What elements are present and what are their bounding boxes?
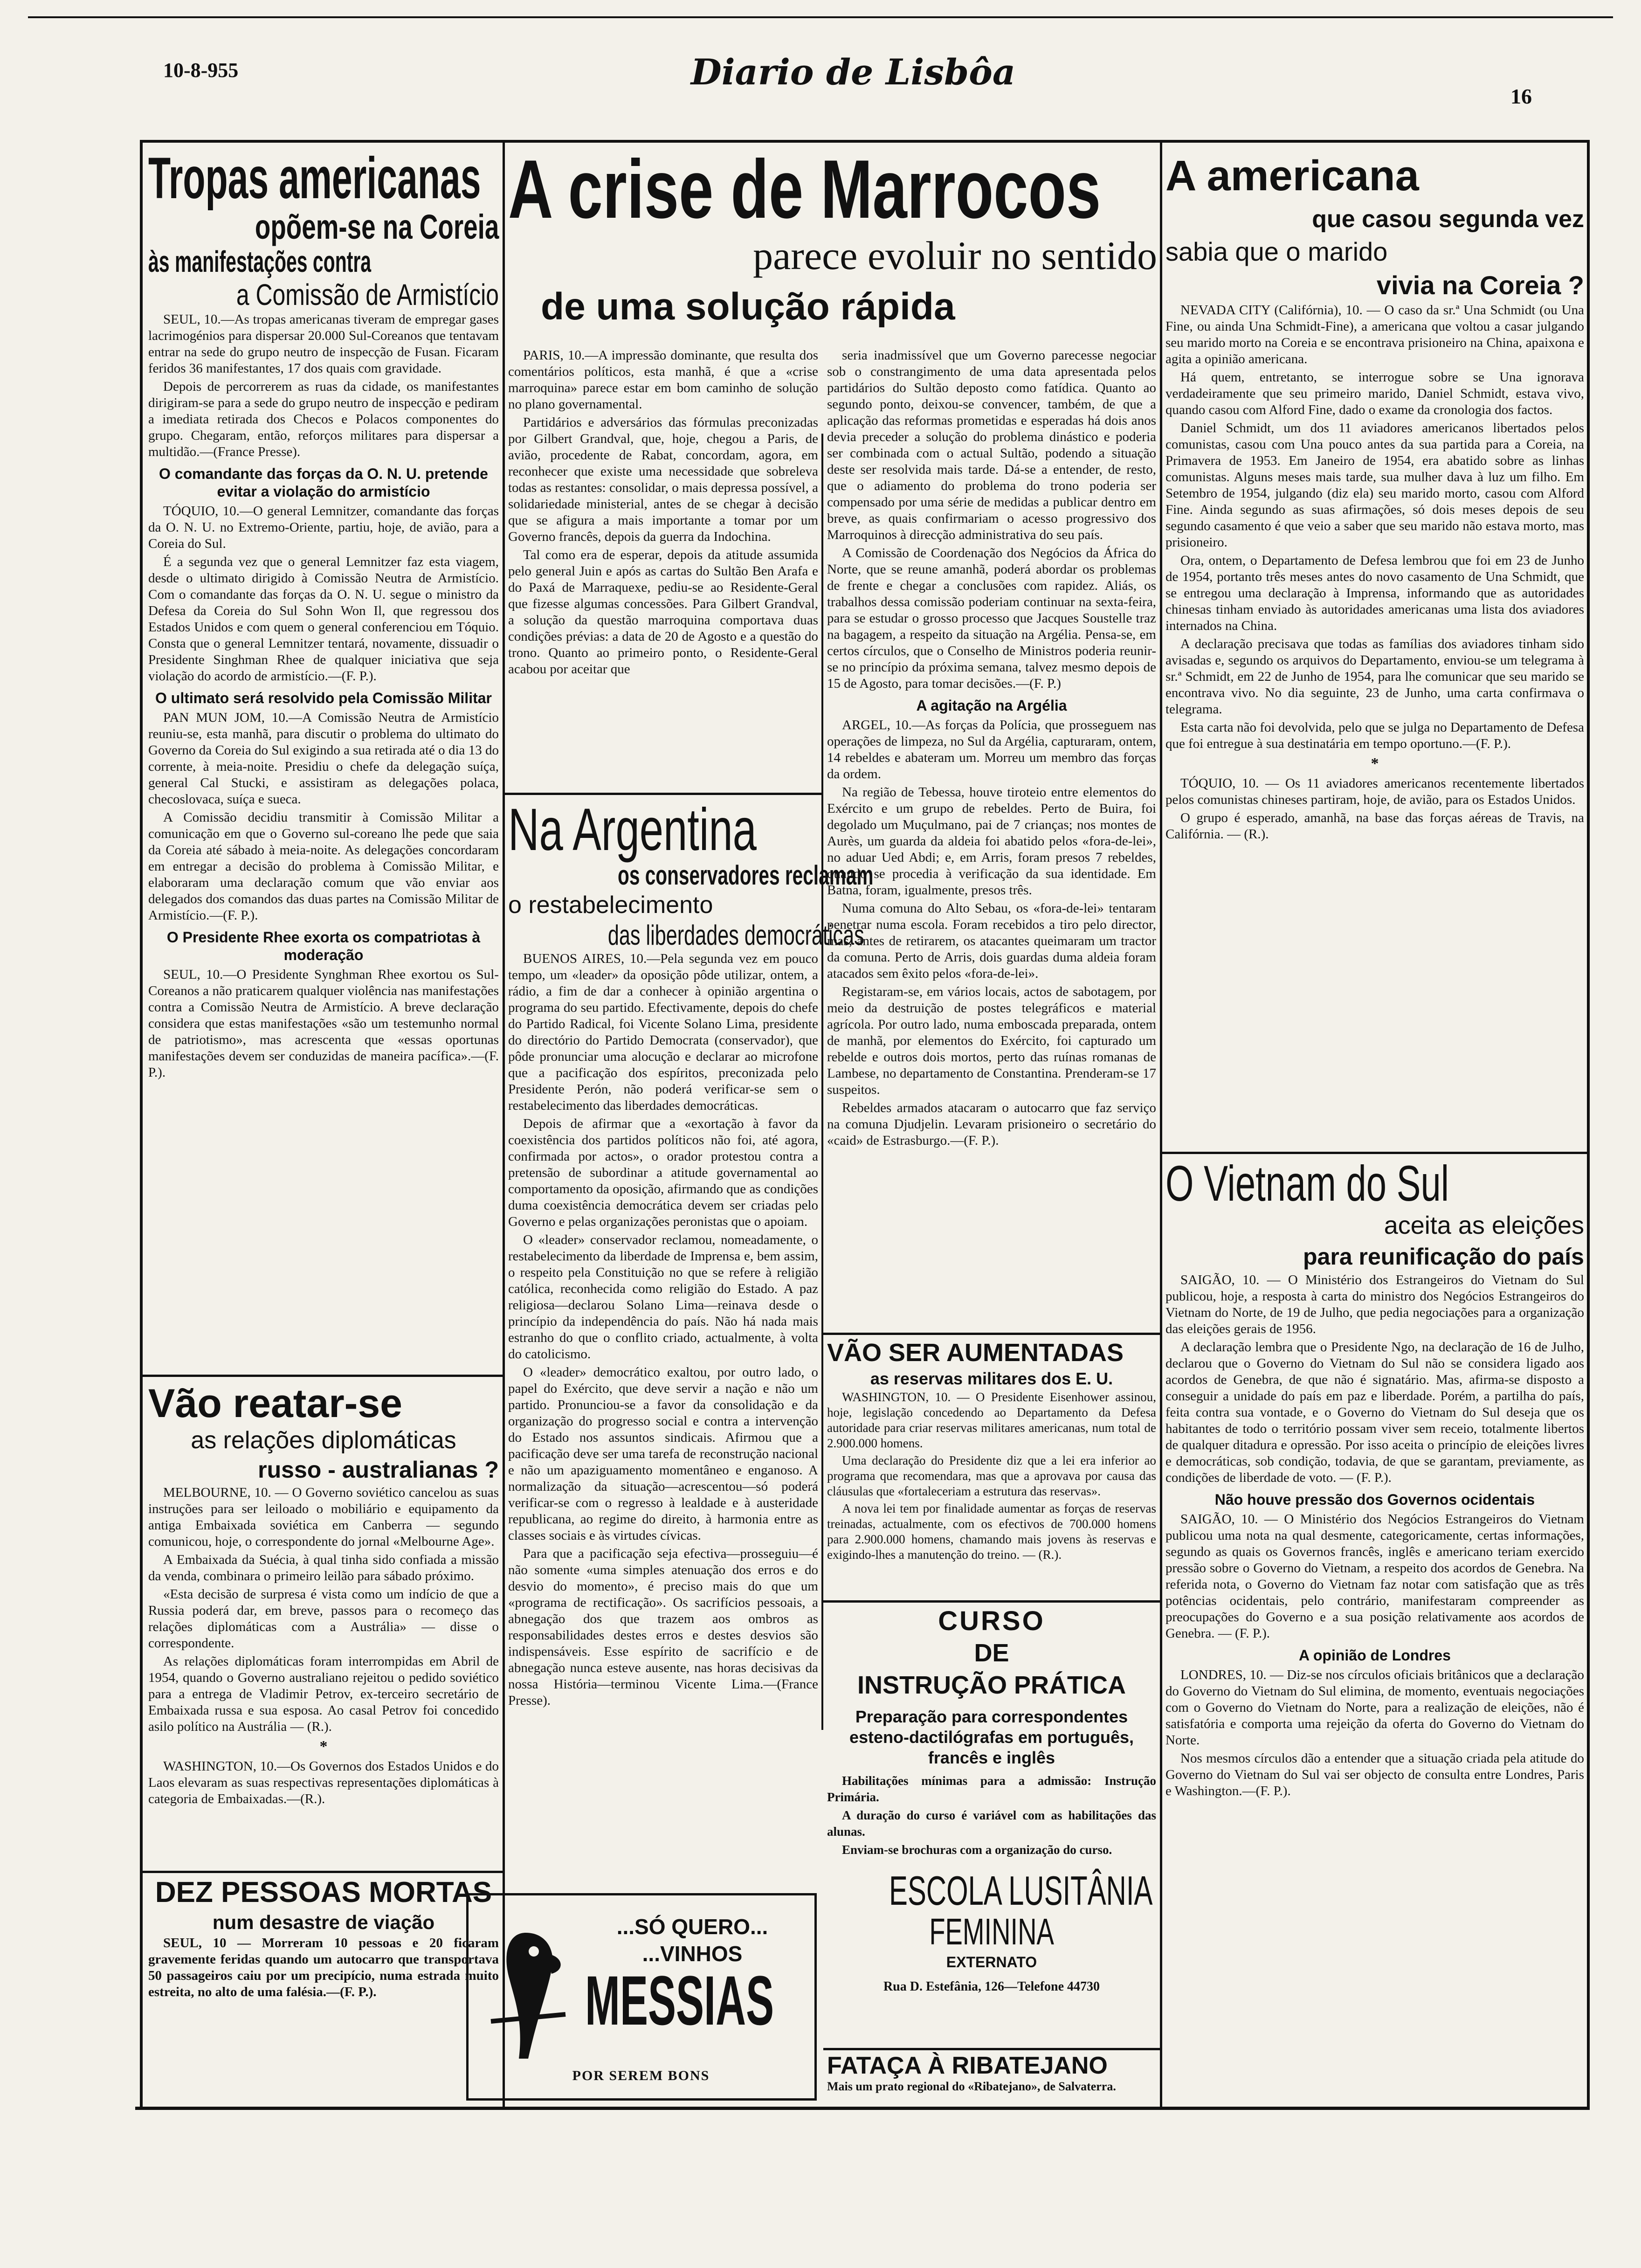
americana-headline: A americana — [1165, 152, 1419, 200]
reatar-p4: As relações diplomáticas foram interrompidas em Abril de 1954, quando o Governo australiano rejeitou o pedido soviético para a entrega de Vladimir Petrov, ex-terceiro secretário de Embaixada russa e sua esposa. Ao casal Petrov foi concedido asilo político na Austrália — (R.). — [148, 1654, 499, 1734]
fataca-text: Mais um prato regional do «Ribatejano», de Salvaterra. — [827, 2080, 1116, 2093]
ad-messias — [466, 1893, 817, 2101]
reatar-headline: Vão reatar-se — [148, 1381, 402, 1426]
argentina-p2: Depois de afirmar que a «exortação à favor da coexistência dos partidos políticos não foi, até agora, confirmada por actos», o orador protestou contra a pretensão de subordinar a atitude governamental ao comportamento da oposição, afirmando que as condições duma coexistência democrática devem ser criadas pelo Governo e pelas organizações peronistas que o apoiam. — [508, 1116, 818, 1229]
americana-p8: O grupo é esperado, amanhã, na base das forças aéreas de Travis, na Califórnia. — (R.). — [1165, 810, 1584, 842]
argentina-p1: BUENOS AIRES, 10.—Pela segunda vez em pouco tempo, um «leader» da oposição pôde utilizar, ontem, a rádio, a fim de dar a conhecer à opinião argentina o programa do seu partido. Efectivamente, depois do chefe do Partido Radical, foi Vicente Solano Lima, presidente do directório do Partido Democrata (conservador), que pôde pronunciar uma alocução e declarar ao microfone que a pacificação dos espíritos, preconizada pelo Presidente Perón, não poderá verificar-se sem o restabelecimento das liberdades democráticas. — [508, 951, 818, 1113]
americana-p1: NEVADA CITY (Califórnia), 10. — O caso da sr.ª Una Schmidt (ou Una Fine, ou ainda Una Schmidt-Fine), a americana que voltou a casar julgando seu marido morto na Coreia e se encontrava prisioneiro na China, apaixona e agita a opinião americana. — [1165, 303, 1584, 366]
curso-address: Rua D. Estefânia, 126—Telefone 44730 — [883, 1979, 1100, 1994]
tropas-sub3: O Presidente Rhee exorta os compatriotas à moderação — [166, 929, 481, 963]
column-rule-1 — [503, 140, 505, 2108]
tropas-p2: Depois de percorrerem as ruas da cidade, os manifestantes dirigiram-se para a sede do grupo neutro de inspecção e pediram a imediata retirada dos Checos e Polacos componentes do grupo. Chegaram, então, reforços militares para dispersar a multidão.—(France Presse). — [148, 379, 499, 459]
marrocos-p4: seria inadmissível que um Governo parecesse negociar sob o constrangimento de uma data apresentada pelos partidários do Sultão deposto como fatídica. Quanto ao segundo ponto, deixou-se convencer, também, de que a aplicação das reformas prometidas e esperadas há dois anos devia preceder a solução do problema dinástico e poderia ser combinada com o actual Sultão, podendo a situação deste ser resolvida mais tarde. Dá-se a entender, de resto, que o adiamento do problema do trono poderia ser compensado por uma série de medidas a publicar dentro em breve, as quais confirmariam o acesso progressivo dos Marroquinos à direcção administrativa do seu país. — [827, 348, 1156, 542]
marrocos-p3: Tal como era de esperar, depois da atitude assumida pelo general Juin e após as cartas do Sultão Ben Arafa e do Paxá de Marraquexe, pediu-se ao Residente-Geral que fizesse algumas concessões. Para Gilbert Grandval, a solução da questão marroquina comportava duas condições prévias: a data de 20 de Agosto e a questão do trono. Quanto ao primeiro ponto, o Residente-Geral acabou por aceitar que — [508, 547, 818, 677]
column-rule-2 — [821, 434, 823, 1730]
marrocos-subhead: parece evoluir no sentido — [753, 233, 1157, 278]
ad-line1: ...SÓ QUERO... — [616, 1915, 768, 1939]
aumentadas-headline: VÃO SER AUMENTADAS — [827, 1339, 1124, 1367]
americana-p3: Daniel Schmidt, um dos 11 aviadores americanos libertados pelos comunistas, casou com Una pouco antes da sua partida para a Coreia, na Primavera de 1953. Em Janeiro de 1954, era abatido sobre as linhas comunistas. Alguns meses mais tarde, sua mulher dava à luz um filho. Em Setembro de 1954, julgando (diz ela) seu marido morto, casou com Alford Fine. Ainda segundo as suas afirmações, só dois meses depois de seu segundo casamento é que veio a saber que seu marido não estava morto, mas prisioneiro. — [1165, 421, 1584, 550]
marrocos-p9: Registaram-se, em vários locais, actos de sabotagem, por meio da destruição de postes telegráficos e material agrícola. Por outro lado, numa emboscada preparada, ontem de manhã, por elementos do Exército, foi capturado um rebelde e outros dois mortos, perto das ruínas romanas de Lambese, no departamento de Constantina. Prenderam-se 17 suspeitos. — [827, 984, 1156, 1097]
dez-headline: DEZ PESSOAS MORTAS — [155, 1876, 492, 1908]
top-rule — [28, 16, 1613, 18]
curso-externato: EXTERNATO — [946, 1954, 1037, 1971]
reatar-subhead: as relações diplomáticas — [191, 1427, 456, 1454]
column-rule-3 — [1160, 140, 1162, 2108]
argentina-headline: Na Argentina — [508, 796, 757, 863]
reatar-p1: MELBOURNE, 10. — O Governo soviético cancelou as suas instruções para ser leiloado o mobiliário e equipamento da antiga Embaixada soviética em Canberra — segundo comunicou, hoje, o correspondente do jornal «Melbourne Age». — [148, 1485, 499, 1549]
ad-brand: MESSIAS — [585, 1961, 774, 2040]
tropas-p7: SEUL, 10.—O Presidente Synghman Rhee exortou os Sul-Coreanos a não praticarem qualquer violência nas manifestações contra a Comissão Neutra de Armistício. A breve declaração considera que estas manifestações «são um testemunho normal de patriotismo», mas acrescenta que «essas oportunas manifestações devem ser conduzidas de maneira pacífica».—(F. P.). — [148, 967, 499, 1080]
ad-curso — [827, 1605, 1156, 2048]
tropas-p6: A Comissão decidiu transmitir à Comissão Militar a comunicação em que o Governo sul-coreano lhe pede que saia da Coreia até sábado à meia-noite. As delegações concordaram em entregar a decisão do problema à Comissão Militar, e elaboraram uma declaração comum que vão enviar aos delegados dos comandos das duas partes na Comissão Militar de Armistício.—(F. P.). — [148, 810, 499, 923]
rule-aumentadas-curso — [823, 1600, 1160, 1603]
argentina-p5: Para que a pacificação seja efectiva—prosseguiu—é não somente «uma simples atenuação dos erros e do desvio do momento», é preciso mais do que um «programa de rectificação». Os sacrifícios pessoais, a abnegação dos que trazem aos ombros as responsabilidades destes erros e destes desvios são indispensáveis. Esse espírito de sacrifício e de abnegação nunca esteve ausente, nas horas decisivas da nossa História—terminou Vicente Lima.—(France Presse). — [508, 1546, 818, 1708]
curso-description: Preparação para correspondentes esteno-dactilógrafas em português, francês e inglês — [849, 1707, 1134, 1767]
curso-title-2: DE — [974, 1639, 1009, 1667]
marrocos-headline: A crise de Marrocos — [508, 143, 1101, 235]
aumentadas-p3: A nova lei tem por finalidade aumentar as forças de reservas treinadas, actualmente, com os efectivos de 700.000 homens para 2.900.000 homens, chamando mais jovens às reservas e exigindo-lhes a manutenção do treino. — (R.). — [827, 1501, 1156, 1562]
marrocos-subhead-2: de uma solução rápida — [541, 285, 955, 328]
americana-p6: Esta carta não foi devolvida, pelo que se julga no Departamento de Defesa que foi entregue à sua destinatária em tempo oportuno.—(F. P.). — [1165, 720, 1584, 751]
left-frame — [140, 140, 143, 2108]
vietnam-p5: Nos mesmos círculos dão a entender que a situação criada pela atitude do Governo do Vietnam do Sul vai ser objecto de consulta entre Londres, Paris e Washington.—(F. P.). — [1165, 1751, 1584, 1798]
americana-subhead-3: vivia na Coreia ? — [1376, 270, 1584, 300]
marrocos-sub1: A agitação na Argélia — [916, 697, 1067, 714]
tropas-p3: TÓQUIO, 10.—O general Lemnitzer, comandante das forças da O. N. U. no Extremo-Oriente, partiu, hoje, de avião, para a Coreia do Sul. — [148, 504, 499, 551]
reatar-subhead-2: russo - australianas ? — [258, 1457, 499, 1483]
marrocos-p8: Numa comuna do Alto Sebau, os «fora-de-lei» tentaram penetrar numa escola. Foram recebidos a tiro pelo director, mas, antes de retirarem, os atacantes queimaram um tractor da comuna. Perto de Arris, dois guardas duma aldeia foram atacados sem êxito pelos «fora-de-lei». — [827, 901, 1156, 981]
tropas-headline: Tropas americanas — [148, 146, 481, 211]
vietnam-p2: A declaração lembra que o Presidente Ngo, na declaração de 16 de Julho, declarou que o Governo do Vietnam do Sul não se considera ligado aos acordos de Genebra, de que não é signatário. Mas, afirma-se disposto a conseguir a unidade do país em paz e liberdade. Porém, a partilha do país, feita contra sua vontade, e o Governo do Vietnam do Sul deseja que os habitantes de todo o território possam viver sem receio, totalmente libertos de qualquer ditadura e opressão. Por isso aceita o princípio de eleições livres e democráticas, sob condição, todavia, de que se garantam, previamente, as condições de liberdade de voto. — (F. P.). — [1165, 1340, 1584, 1485]
marrocos-p1: PARIS, 10.—A impressão dominante, que resulta dos comentários políticos, esta manhã, é que a «crise marroquina» parece estar em bom caminho de solução no plano governamental. — [508, 348, 818, 412]
argentina-subhead-3: das liberdades democráticas — [607, 920, 864, 951]
marrocos-p10: Rebeldes armados atacaram o autocarro que faz serviço na comuna Djudjelin. Levaram prisioneiro o secretário do «caid» de Estrasburgo.—(F. P.). — [827, 1100, 1156, 1148]
argentina-subhead: os conservadores reclamam — [618, 860, 874, 891]
ad-fataca — [827, 2052, 1156, 2105]
rule-marrocos-argentina — [505, 793, 823, 795]
americana-p2: Há quem, entretanto, se interrogue sobre se Una ignorava verdadeiramente que seu primeiro marido, Daniel Schmidt, estava vivo, quando casou com Alford Fine, dado o exame da cronologia dos factos. — [1165, 370, 1584, 417]
americana-subhead: que casou segunda vez — [1312, 206, 1584, 233]
article-dez — [148, 1875, 499, 2104]
right-frame — [1587, 140, 1590, 2108]
vietnam-p3: SAIGÃO, 10. — O Ministério dos Negócios Estrangeiros do Vietnam publicou uma nota na qual desmente, categoricamente, certas informações, segundo as quais os Governos francês, inglês e americano teriam exercido pressão sobre o Governo do Vietnam, a respeito dos acordos de Genebra. Na referida nota, o Governo do Vietnam faz notar com satisfação que as três potências ocidentais, pelo contrário, manifestaram compreender as preocupações do Governo e a sua posição relativamente aos acordos de Genebra. — (F. P.). — [1165, 1512, 1584, 1641]
americana-p7: TÓQUIO, 10. — Os 11 aviadores americanos recentemente libertados pelos comunistas chineses partiram, hoje, de avião, para os Estados Unidos. — [1165, 776, 1584, 807]
vietnam-p1: SAIGÃO, 10. — O Ministério dos Estrangeiros do Vietnam do Sul publicou, hoje, a resposta à carta do ministro dos Negócios Estrangeiros do Vietnam do Norte, de 19 de Julho, que pedia negociações para a organização das eleições gerais de 1956. — [1165, 1272, 1584, 1336]
reatar-p3: «Esta decisão de surpresa é vista como um indício de que a Russia poderá dar, em breve, passos para o recomeço das relações diplomáticas com a Austrália» — disse o correspondente. — [148, 1587, 499, 1651]
article-vietnam — [1165, 1157, 1584, 2104]
article-tropas — [148, 148, 499, 1372]
curso-p3: Enviam-se brochuras com a organização do curso. — [842, 1843, 1112, 1857]
page-number: 16 — [1510, 84, 1532, 108]
americana-p5: A declaração precisava que todas as famílias dos aviadores tinham sido avisadas e, segundo os arquivos do Departamento, enviou-se um telegrama à sr.ª Schmidt, em 22 de Junho de 1954, para lhe comunicar que seu marido se encontrava vivo. No dia seguinte, 23 de Junho, uma carta confirmava o telegrama. — [1165, 636, 1584, 717]
parrot-icon — [482, 1919, 570, 2068]
bottom-rule — [135, 2107, 1590, 2110]
vietnam-subhead: aceita as eleições — [1384, 1211, 1584, 1239]
marrocos-p5: A Comissão de Coordenação dos Negócios da África do Norte, que se reune amanhã, poderá abordar os problemas de frente e chegar a conclusões com rapidez. Aliás, os trabalhos dessa comissão poderiam continuar na sexta-feira, para se estudar o grosso processo que Jacques Soustelle traz na bagagem, a respeito da situação na Argélia. Pensa-se, em certos círculos, que o Conselho de Ministros poderia reunir-se no princípio da próxima semana, talvez mesmo depois de 15 de Agosto, para tomar decisões.—(F. P.) — [827, 546, 1156, 691]
marrocos-col-a — [508, 347, 818, 781]
tropas-p1: SEUL, 10.—As tropas americanas tiveram de empregar gases lacrimogénios para dispersar 20.000 Sul-Coreanos que tentavam entrar na sede do grupo neutro de inspecção de Fusan. Ficaram feridos 36 manifestantes, 17 dos quais com gravidade. — [148, 312, 499, 376]
tropas-subhead-2: às manifestações contra — [148, 245, 372, 278]
curso-school: ESCOLA LUSITÂNIA — [889, 1867, 1153, 1914]
curso-title: CURSO — [938, 1606, 1045, 1636]
vietnam-subhead-2: para reunificação do país — [1303, 1244, 1584, 1270]
vietnam-sub2: A opinião de Londres — [1299, 1647, 1451, 1664]
rule-argelia-aumentadas — [823, 1333, 1160, 1335]
ad-tag: POR SEREM BONS — [572, 2068, 710, 2083]
aumentadas-subhead: as reservas militares dos E. U. — [870, 1369, 1113, 1388]
marrocos-col-b — [827, 347, 1156, 1345]
aumentadas-p2: Uma declaração do Presidente diz que a lei era inferior ao programa que recomendara, mas que a aprovava por causa das cláusulas que «fortaleceriam a estrutura das reservas». — [827, 1453, 1156, 1498]
dez-subhead: num desastre de viação — [212, 1911, 435, 1933]
rule-curso-fataca — [823, 2048, 1160, 2050]
issue-date: 10-8-955 — [163, 59, 239, 82]
tropas-p4: É a segunda vez que o general Lemnitzer faz esta viagem, desde o ultimato dirigido à Comissão Neutra de Armistício. Com o comandante das forças da O. N. U. segue o ministro da Defesa da Coreia do Sul Sohn Won Il, que regressou dos Estados Unidos e com quem o general conferenciou em Tóquio. Consta que o general Lemnitzer tentará, novamente, dissuadir o Presidente Singhman Rhee de qualquer iniciativa que seja violação do acordo de armistício.—(F. P.). — [148, 554, 499, 684]
argentina-subhead-2: o restabelecimento — [508, 892, 713, 919]
article-reatar — [148, 1381, 499, 1868]
fataca-title: FATAÇA À RIBATEJANO — [827, 2052, 1108, 2079]
curso-p2: A duração do curso é variável com as habilitações das alunas. — [827, 1808, 1156, 1839]
curso-p1: Habilitações mínimas para a admissão: Instrução Primária. — [827, 1774, 1156, 1804]
reatar-p2: A Embaixada da Suécia, à qual tinha sido confiada a missão da venda, combinara o primeiro leilão para sábado próximo. — [148, 1552, 499, 1583]
tropas-sub1: O comandante das forças da O. N. U. pretende evitar a violação do armistício — [159, 465, 488, 500]
aumentadas-p1: WASHINGTON, 10. — O Presidente Eisenhower assinou, hoje, legislação concedendo ao Departamento da Defesa autoridade para criar reservas militares americanas, num total de 2.900.000 homens. — [827, 1390, 1156, 1450]
tropas-p5: PAN MUN JOM, 10.—A Comissão Neutra de Armistício reuniu-se, esta manhã, para discutir o problema do ultimato do Governo da Coreia do Sul exigindo a sua retirada até o dia 13 do corrente, à meia-noite. Presidiu o chefe da delegação suíça, general Cal Stucki, e assistiram as delegações polaca, checoslovaca, suíça e sueca. — [148, 710, 499, 807]
curso-title-3: INSTRUÇÃO PRÁTICA — [857, 1671, 1126, 1699]
curso-school-2: FEMININA — [929, 1911, 1054, 1952]
rule-tropas-reatar — [143, 1375, 503, 1377]
tropas-subhead-3: a Comissão de Armistício — [236, 278, 499, 311]
reatar-p5: WASHINGTON, 10.—Os Governos dos Estados Unidos e do Laos elevaram as suas respectivas representações diplomáticas à categoria de Embaixadas.—(R.). — [148, 1759, 499, 1806]
tropas-subhead: opõem-se na Coreia — [255, 207, 499, 246]
rule-americana-vietnam — [1162, 1152, 1587, 1154]
tropas-sub2: O ultimato será resolvido pela Comissão Militar — [155, 690, 492, 706]
americana-p4: Ora, ontem, o Departamento de Defesa lembrou que foi em 23 de Junho de 1954, portanto três meses antes do novo casamento de Una Schmidt, que se entregou uma declaração à Imprensa, informando que as autoridades chinesas tinham enviado às autoridades americanas uma lista dos aviadores internados na China. — [1165, 553, 1584, 633]
vietnam-sub1: Não houve pressão dos Governos ocidentais — [1214, 1491, 1535, 1508]
ad-line2: ...VINHOS — [642, 1942, 743, 1966]
marrocos-headline-block — [508, 143, 1157, 344]
rule-reatar-dez — [143, 1871, 503, 1873]
vietnam-p4: LONDRES, 10. — Diz-se nos círculos oficiais britânicos que a declaração do Governo do Vietnam do Sul elimina, de momento, eventuais negociações com o Governo do Vietnam do Norte, para a realização de eleições, não é satisfatória e comporta uma rejeição da oferta do Governo do Vietnam do Norte. — [1165, 1667, 1584, 1748]
marrocos-p7: Na região de Tebessa, houve tiroteio entre elementos do Exército e um grupo de rebeldes. Perto de Buira, foi degolado um Muçulmano, pai de 7 crianças; nos montes de Aurès, um guarda da aldeia foi abatido pelos «fora-de-lei», no aduar Ued Abdi; e, em Arris, foram presos 7 rebeldes, quando se procedia à verificação da sua identidade. Em Batna, foram, igualmente, presos três. — [827, 785, 1156, 898]
masthead: Diario de Lisbôa — [690, 51, 1016, 93]
argentina-p4: O «leader» democrático exaltou, por outro lado, o papel do Exército, que deve servir a nação e não um partido. Pronunciou-se a favor da consolidação e da organização do progresso social e contra a intervenção do Estado nos assuntos sindicais. Afirmou que a pacificação deve ser uma tarefa de reconstrução nacional e não um apaziguamento momentâneo e enganoso. A normalização da situação—acrescentou—só poderá verificar-se com o regresso à lealdade e à austeridade republicana, ao regime do direito, à harmonia entre as classes sociais e às virtudes cívicas. — [508, 1365, 818, 1543]
dez-p1: SEUL, 10 — Morreram 10 pessoas e 20 ficaram gravemente feridas quando um autocarro que transportava 50 passageiros caiu por um precipício, numa estrada muito estreita, no alto de uma falésia.—(F. P.). — [148, 1936, 499, 1999]
reatar-separator: * — [319, 1738, 328, 1755]
article-aumentadas — [827, 1337, 1156, 1598]
marrocos-p2: Partidários e adversários das fórmulas preconizadas por Gilbert Grandval, que, hoje, chegou a Paris, de avião, procedente de Rabat, concordam, agora, em reconhecer que existe uma necessidade que sobreleva todas as restantes: consolidar, o mais depressa possível, a solidariedade ministerial, antes de se chegar à decisão que se afigura a mais importante a tomar por um Governo francês, depois da guerra da Indochina. — [508, 415, 818, 544]
argentina-p3: O «leader» conservador reclamou, nomeadamente, o restabelecimento da liberdade de Imprensa e, bem assim, o respeito pela Constituição no que se refere à religião católica, reconhecida como religião do Estado. A paz religiosa—declarou Solano Lima—reinava desde o princípio da independência do país. Não há nada mais estranho do que o conflito criado, actualmente, à volta do catolicismo. — [508, 1232, 818, 1362]
marrocos-p6: ARGEL, 10.—As forças da Polícia, que prosseguem nas operações de limpeza, no Sul da Argélia, capturaram, ontem, 14 rebeldes e abateram um. Morreu um membro das forças da ordem. — [827, 718, 1156, 781]
article-americana — [1165, 148, 1584, 1151]
americana-separator: * — [1371, 755, 1379, 772]
vietnam-headline: O Vietnam do Sul — [1165, 1155, 1449, 1211]
article-argentina — [508, 796, 874, 1878]
americana-subhead-2: sabia que o marido — [1165, 237, 1388, 266]
